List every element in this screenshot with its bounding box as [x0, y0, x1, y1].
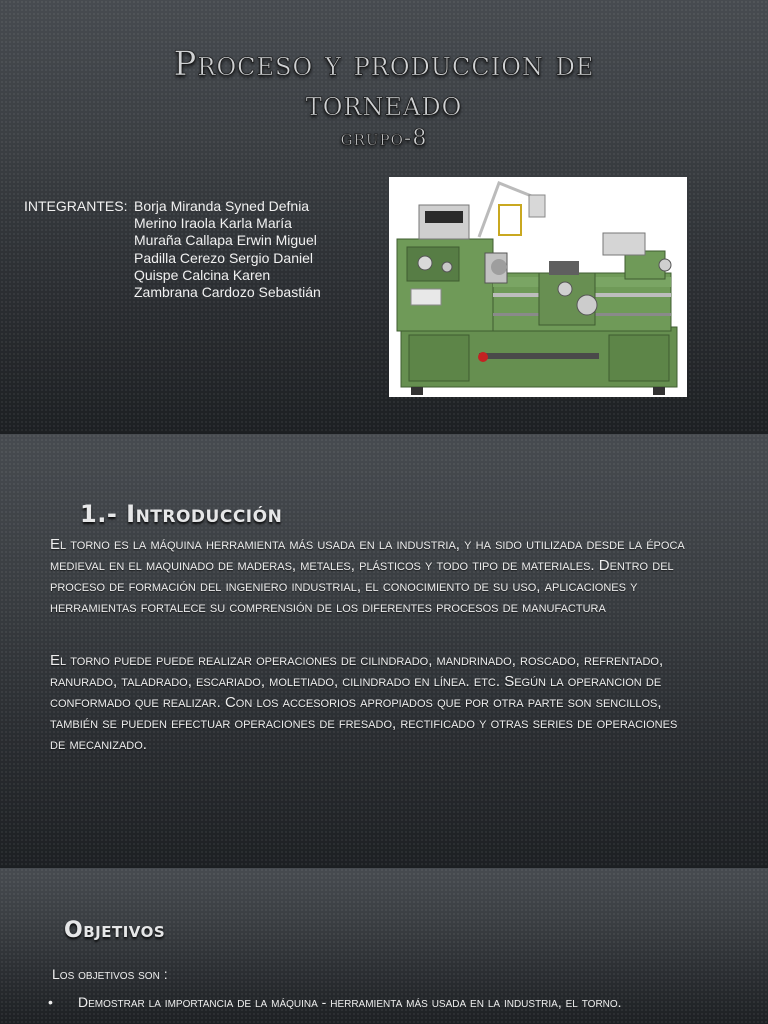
objectives-heading: Objetivos — [64, 918, 166, 943]
introduction-slide — [0, 434, 768, 866]
member-item: Zambrana Cardozo Sebastián — [134, 284, 321, 301]
member-item: Merino Iraola Karla María — [134, 215, 292, 232]
introduction-paragraph-2: El torno puede puede realizar operaciones de cilindrado, mandrinado, roscado, refrentado, ranurado, taladrado, escariado, moletiado, cilindrado en línea. etc. Según la operancion de conformado que realizar. Con los accesorios apropiados que por otra parte son sencillos, también se pueden efectuar operaciones de fresado, rectificado y otras series de operaciones de mecanizado. — [50, 652, 678, 753]
objective-text: Demostrar la importancia de la máquina - herramienta más usada en la industria, el torno. — [78, 994, 622, 1010]
title-line-2: torneado — [305, 84, 463, 124]
members-label: INTEGRANTES: — [24, 198, 128, 214]
bullet-icon: • — [48, 994, 53, 1010]
subtitle-group: grupo-8 — [340, 126, 428, 151]
member-item: Muraña Callapa Erwin Miguel — [134, 232, 317, 249]
objectives-slide — [0, 868, 768, 1024]
members-list — [134, 198, 321, 301]
objective-item — [48, 992, 688, 1012]
title-slide — [0, 0, 768, 432]
lathe-machine-icon — [389, 177, 687, 397]
objectives-intro: Los objetivos son : — [52, 966, 168, 982]
introduction-paragraph-1: El torno es la máquina herramienta más usada en la industria, y ha sido utilizada desde la época medieval en el maquinado de maderas, metales, plásticos y todo tipo de materiales. Dentro del proceso de formación del ingeniero industrial, el conocimiento de su uso, aplicaciones y herramientas fortalece su comprensión de los diferentes procesos de manufactura — [50, 536, 685, 616]
member-item: Quispe Calcina Karen — [134, 266, 271, 283]
lathe-machine-photo — [389, 177, 687, 397]
member-item: Borja Miranda Syned Defnia — [134, 198, 310, 214]
introduction-heading: 1.- Introducción — [80, 500, 283, 528]
member-item: Padilla Cerezo Sergio Daniel — [134, 249, 313, 266]
title-line-1: Proceso y produccion de — [173, 44, 595, 84]
